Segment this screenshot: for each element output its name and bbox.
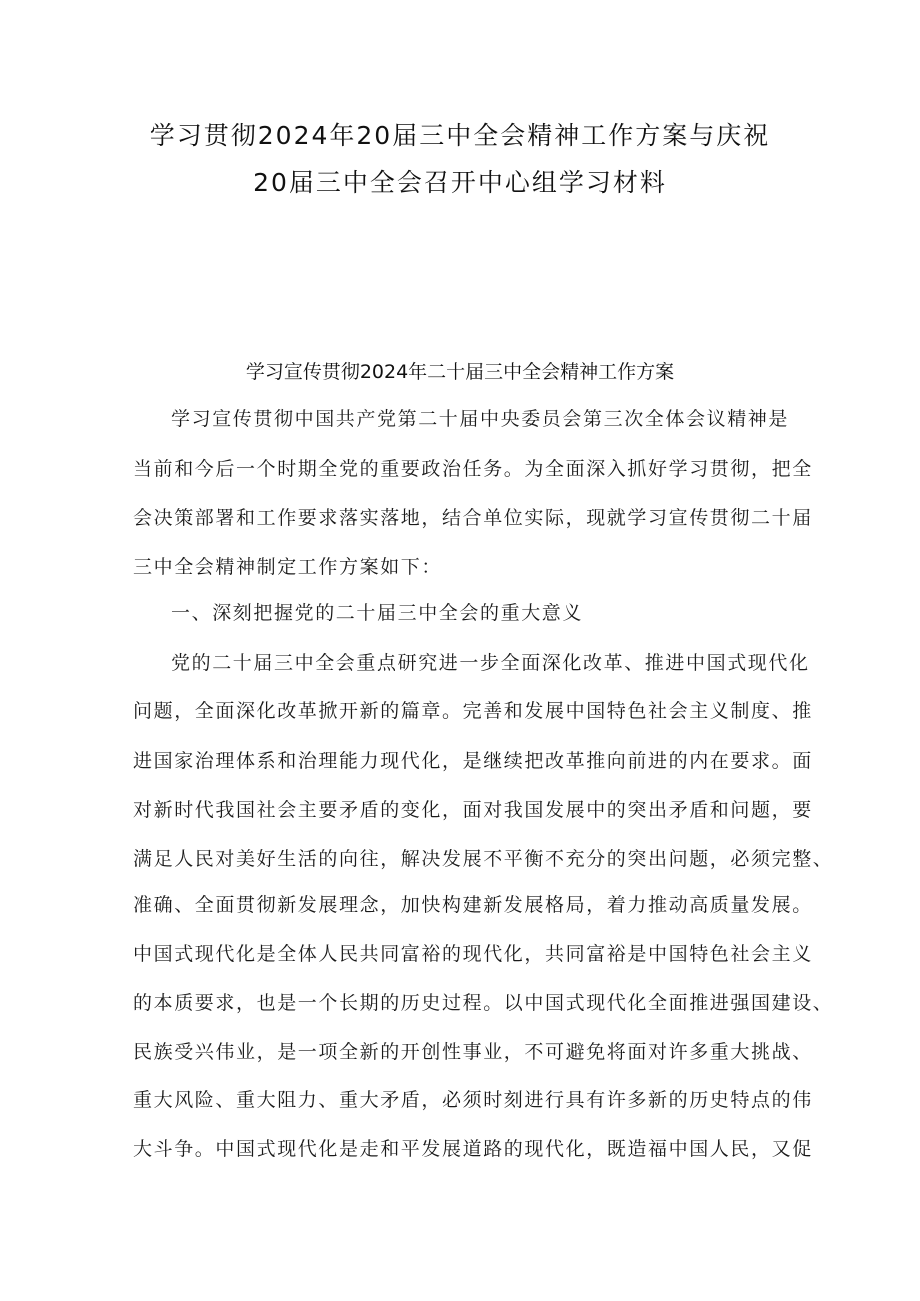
paragraph-line: 当前和今后一个时期全党的重要政治任务。为全面深入抓好学习贯彻，把全 xyxy=(133,458,813,480)
paragraph-line: 三中全会精神制定工作方案如下： xyxy=(133,556,443,578)
paragraph-line: 问题，全面深化改革掀开新的篇章。完善和发展中国特色社会主义制度、推 xyxy=(133,700,813,722)
paragraph-line: 进国家治理体系和治理能力现代化，是继续把改革推向前进的内在要求。面 xyxy=(133,750,813,772)
paragraph-line: 满足人民对美好生活的向往，解决发展不平衡不充分的突出问题，必须完整、 xyxy=(133,848,834,870)
paragraph-line: 对新时代我国社会主要矛盾的变化，面对我国发展中的突出矛盾和问题，要 xyxy=(133,799,813,821)
paragraph-line: 大斗争。中国式现代化是走和平发展道路的现代化，既造福中国人民，又促 xyxy=(133,1138,813,1160)
paragraph-line: 中国式现代化是全体人民共同富裕的现代化，共同富裕是中国特色社会主义 xyxy=(133,943,813,965)
paragraph-line: 党的二十届三中全会重点研究进一步全面深化改革、推进中国式现代化 xyxy=(171,652,810,674)
section-heading-1: 一、深刻把握党的二十届三中全会的重大意义 xyxy=(171,602,584,624)
paragraph-line: 学习宣传贯彻中国共产党第二十届中央委员会第三次全体会议精神是 xyxy=(171,408,790,430)
paragraph-line: 会决策部署和工作要求落实落地，结合单位实际，现就学习宣传贯彻二十届 xyxy=(133,507,813,529)
paragraph-line: 重大风险、重大阻力、重大矛盾，必须时刻进行具有许多新的历史特点的伟 xyxy=(133,1089,813,1111)
document-title-line-2: 20届三中全会召开中心组学习材料 xyxy=(253,168,667,197)
paragraph-line: 的本质要求，也是一个长期的历史过程。以中国式现代化全面推进强国建设、 xyxy=(133,992,834,1014)
section-title: 学习宣传贯彻2024年二十届三中全会精神工作方案 xyxy=(245,361,675,383)
document-title-line-1: 学习贯彻2024年20届三中全会精神工作方案与庆祝 xyxy=(149,121,771,150)
paragraph-line: 民族受兴伟业，是一项全新的开创性事业，不可避免将面对许多重大挑战、 xyxy=(133,1041,813,1063)
paragraph-line: 准确、全面贯彻新发展理念，加快构建新发展格局，着力推动高质量发展。 xyxy=(133,894,813,916)
